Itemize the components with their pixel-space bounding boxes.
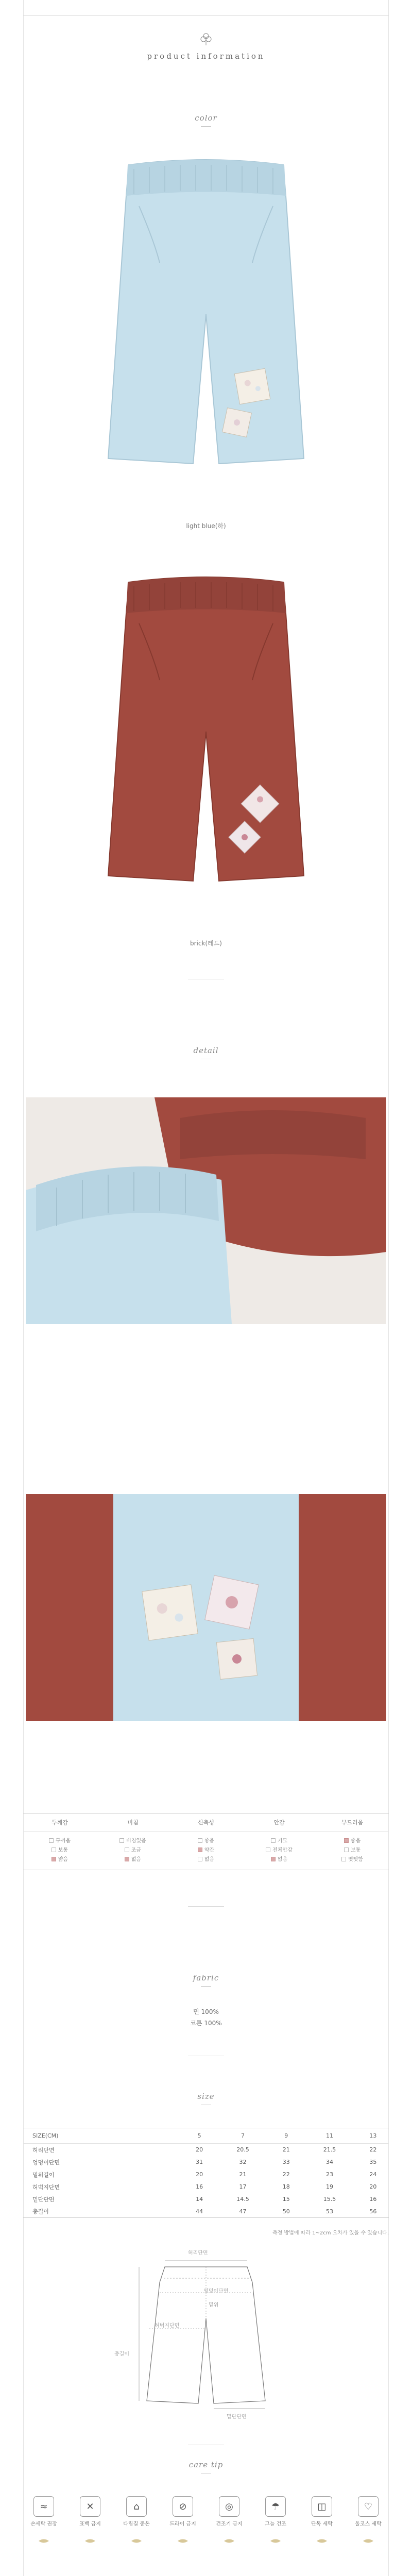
section-title-color: color (195, 113, 217, 123)
info-option-label: 보통 (350, 1848, 361, 1853)
color-caption-brick: brick(레드) (190, 940, 222, 947)
care-label: 건조기 금지 (216, 2521, 243, 2527)
title-underline (201, 1986, 211, 1987)
table-cell: 허벅지단면 (32, 2183, 60, 2191)
table-cell: 밑위길이 (32, 2171, 55, 2178)
unchecked-box-icon (49, 1838, 54, 1843)
leaf-ornament-icon (38, 2538, 50, 2544)
info-option-label: 두꺼움 (56, 1838, 71, 1844)
diagram-label-waist: 허리단면 (188, 2250, 208, 2256)
info-option (198, 1846, 214, 1855)
info-option-label: 전체안감 (272, 1848, 293, 1853)
care-item (348, 2496, 389, 2544)
table-header-cell: 7 (215, 2128, 270, 2144)
divider (188, 1906, 224, 1907)
care-item (70, 2496, 111, 2544)
table-cell: 15.5 (323, 2196, 336, 2202)
leaf-ornament-icon (84, 2538, 96, 2544)
section-title-care-tip: care tip (188, 2460, 224, 2469)
info-header-cell: 부드러움 (341, 1819, 364, 1826)
care-label: 드라이 금지 (169, 2521, 196, 2527)
diagram-label-thigh: 허벅지단면 (154, 2323, 180, 2329)
section-title-fabric: fabric (193, 1973, 219, 1982)
unchecked-box-icon (52, 1848, 56, 1852)
table-cell: 34 (326, 2159, 334, 2165)
table-row (23, 2193, 389, 2206)
info-option (52, 1855, 68, 1865)
table-cell: 밑단단면 (32, 2196, 55, 2203)
table-cell: 16 (369, 2196, 377, 2202)
unchecked-box-icon (119, 1838, 124, 1843)
table-cell: 허리단면 (32, 2146, 55, 2154)
leaf-ornament-icon (223, 2538, 235, 2544)
info-option (125, 1855, 141, 1865)
care-item (162, 2496, 203, 2544)
leaf-ornament-icon (362, 2538, 374, 2544)
checked-box-icon (52, 1857, 56, 1861)
info-option-label: 좋음 (204, 1838, 215, 1844)
info-option-label: 보통 (58, 1848, 68, 1853)
info-option-label: 조금 (131, 1848, 142, 1853)
pants-measurement-diagram (129, 2251, 283, 2416)
hand-wash-icon: ≈ (33, 2496, 54, 2517)
table-row (23, 2168, 389, 2181)
table-cell: 엉덩이단면 (32, 2159, 60, 2166)
care-label: 그늘 건조 (265, 2521, 286, 2527)
table-header-cell: 5 (184, 2128, 215, 2144)
detail-photo-waistband (26, 1097, 386, 1324)
table-cell: 24 (369, 2171, 377, 2178)
section-title-size: size (197, 2092, 215, 2101)
size-table-body (23, 2144, 389, 2218)
table-cell: 23 (326, 2171, 334, 2178)
info-option (125, 1846, 141, 1855)
brand-logo-icon (198, 31, 214, 46)
leaf-ornament-icon (316, 2538, 328, 2544)
table-cell: 53 (302, 2206, 357, 2218)
table-cell: 33 (282, 2159, 290, 2165)
info-option (344, 1846, 360, 1855)
care-label: 울코스 세탁 (355, 2521, 382, 2527)
info-option-label: 없음 (131, 1857, 142, 1862)
hang-dry-icon: ☂ (265, 2496, 286, 2517)
product-photo-brick (82, 562, 330, 922)
table-cell: 44 (184, 2206, 215, 2218)
table-cell: 20 (196, 2146, 203, 2154)
info-option (198, 1855, 214, 1865)
table-row (23, 2156, 389, 2168)
diagram-label-hip: 엉덩이단면 (203, 2289, 229, 2294)
table-header-cell: 9 (270, 2128, 302, 2144)
unchecked-box-icon (344, 1848, 349, 1852)
checked-box-icon (125, 1857, 129, 1861)
table-row (23, 2206, 389, 2218)
care-item (116, 2496, 157, 2544)
info-option (198, 1837, 214, 1846)
care-label: 손세탁 권장 (30, 2521, 57, 2527)
size-note: 측정 방법에 따라 1~2cm 오차가 있을 수 있습니다. (272, 2230, 389, 2236)
care-label: 표백 금지 (79, 2521, 101, 2527)
table-cell: 20 (196, 2171, 203, 2178)
info-option (271, 1855, 287, 1865)
table-cell: 14 (196, 2196, 203, 2202)
table-cell: 47 (215, 2206, 270, 2218)
info-option-label: 없음 (204, 1857, 215, 1862)
section-title-detail: detail (193, 1046, 219, 1055)
no-dry-clean-icon: ⊘ (173, 2496, 193, 2517)
page-title: product information (147, 52, 265, 61)
product-photo-light-blue (82, 144, 330, 505)
table-cell: 15 (282, 2196, 290, 2202)
table-cell: 21 (282, 2146, 290, 2154)
table-cell: 32 (239, 2159, 247, 2165)
table-cell: 14.5 (236, 2196, 249, 2202)
table-cell: 21 (239, 2171, 247, 2178)
table-cell: 총길이 (23, 2206, 184, 2218)
size-table (23, 2128, 389, 2218)
size-table-header (23, 2128, 389, 2144)
diagram-label-length: 총길이 (114, 2351, 129, 2357)
unchecked-box-icon (271, 1838, 276, 1843)
iron-low-icon: ⌂ (126, 2496, 147, 2517)
diagram-label-rise: 밑위 (209, 2302, 219, 2308)
care-item (255, 2496, 296, 2544)
diagram-label-hem: 밑단단면 (227, 2414, 247, 2420)
table-cell: 16 (196, 2183, 203, 2190)
fabric-line-2: 코튼 100% (190, 2020, 222, 2027)
table-cell: 35 (369, 2159, 377, 2165)
info-option (271, 1837, 287, 1846)
info-option (266, 1846, 293, 1855)
table-cell: 17 (239, 2183, 247, 2190)
info-option-label: 뻣뻣함 (348, 1857, 363, 1862)
info-table-header (23, 1814, 389, 1832)
table-cell: 19 (326, 2183, 334, 2190)
fabric-info-table (23, 1814, 389, 1870)
gentle-wash-icon: ♡ (358, 2496, 379, 2517)
info-option (341, 1855, 363, 1865)
table-cell: 18 (282, 2183, 290, 2190)
info-header-cell: 두께감 (52, 1819, 68, 1826)
table-row (23, 2181, 389, 2193)
info-column (96, 1837, 169, 1865)
table-cell: 20.5 (236, 2146, 249, 2154)
info-option (119, 1837, 146, 1846)
table-header-cell: SIZE(CM) (23, 2128, 184, 2144)
table-cell: 21.5 (323, 2146, 336, 2154)
top-border (23, 15, 389, 16)
info-column (316, 1837, 389, 1865)
leaf-ornament-icon (269, 2538, 282, 2544)
no-bleach-icon: ✕ (80, 2496, 100, 2517)
unchecked-box-icon (266, 1848, 270, 1852)
unchecked-box-icon (198, 1838, 202, 1843)
info-option (344, 1837, 360, 1846)
care-item (23, 2496, 64, 2544)
info-option-label: 기모 (277, 1838, 288, 1844)
separate-wash-icon: ◫ (312, 2496, 332, 2517)
info-column (169, 1837, 243, 1865)
info-header-cell: 안감 (273, 1819, 285, 1826)
table-header-cell: 13 (357, 2128, 389, 2144)
info-column (23, 1837, 96, 1865)
care-item (209, 2496, 250, 2544)
info-option (49, 1837, 71, 1846)
info-option-label: 얇음 (58, 1857, 68, 1862)
care-label: 단독 세탁 (311, 2521, 333, 2527)
table-cell: 50 (270, 2206, 302, 2218)
info-table-body (23, 1832, 389, 1870)
unchecked-box-icon (125, 1848, 129, 1852)
info-option-label: 없음 (277, 1857, 288, 1862)
checked-box-icon (344, 1838, 349, 1843)
table-row (23, 2144, 389, 2156)
unchecked-box-icon (198, 1857, 202, 1861)
info-column (243, 1837, 316, 1865)
table-header-cell: 11 (302, 2128, 357, 2144)
checked-box-icon (271, 1857, 276, 1861)
info-header-cell: 신축성 (198, 1819, 214, 1826)
care-icons-row (23, 2496, 389, 2544)
info-option-label: 비침있음 (126, 1838, 146, 1844)
title-underline (201, 126, 211, 127)
info-header-cell: 비침 (127, 1819, 139, 1826)
unchecked-box-icon (341, 1857, 346, 1861)
no-tumble-dry-icon: ◎ (219, 2496, 239, 2517)
table-cell: 56 (357, 2206, 389, 2218)
detail-photo-patch (26, 1494, 386, 1721)
info-option-label: 약간 (204, 1848, 215, 1853)
table-cell: 31 (196, 2159, 203, 2165)
care-item (301, 2496, 342, 2544)
leaf-ornament-icon (177, 2538, 189, 2544)
info-option-label: 좋음 (350, 1838, 361, 1844)
info-option (52, 1846, 68, 1855)
color-caption-light-blue: light blue(하) (186, 522, 226, 530)
fabric-line-1: 면 100% (193, 2008, 219, 2015)
care-label: 다림질 중온 (123, 2521, 150, 2527)
leaf-ornament-icon (130, 2538, 143, 2544)
table-cell: 22 (369, 2146, 377, 2154)
table-cell: 20 (369, 2183, 377, 2190)
table-cell: 22 (282, 2171, 290, 2178)
checked-box-icon (198, 1848, 202, 1852)
